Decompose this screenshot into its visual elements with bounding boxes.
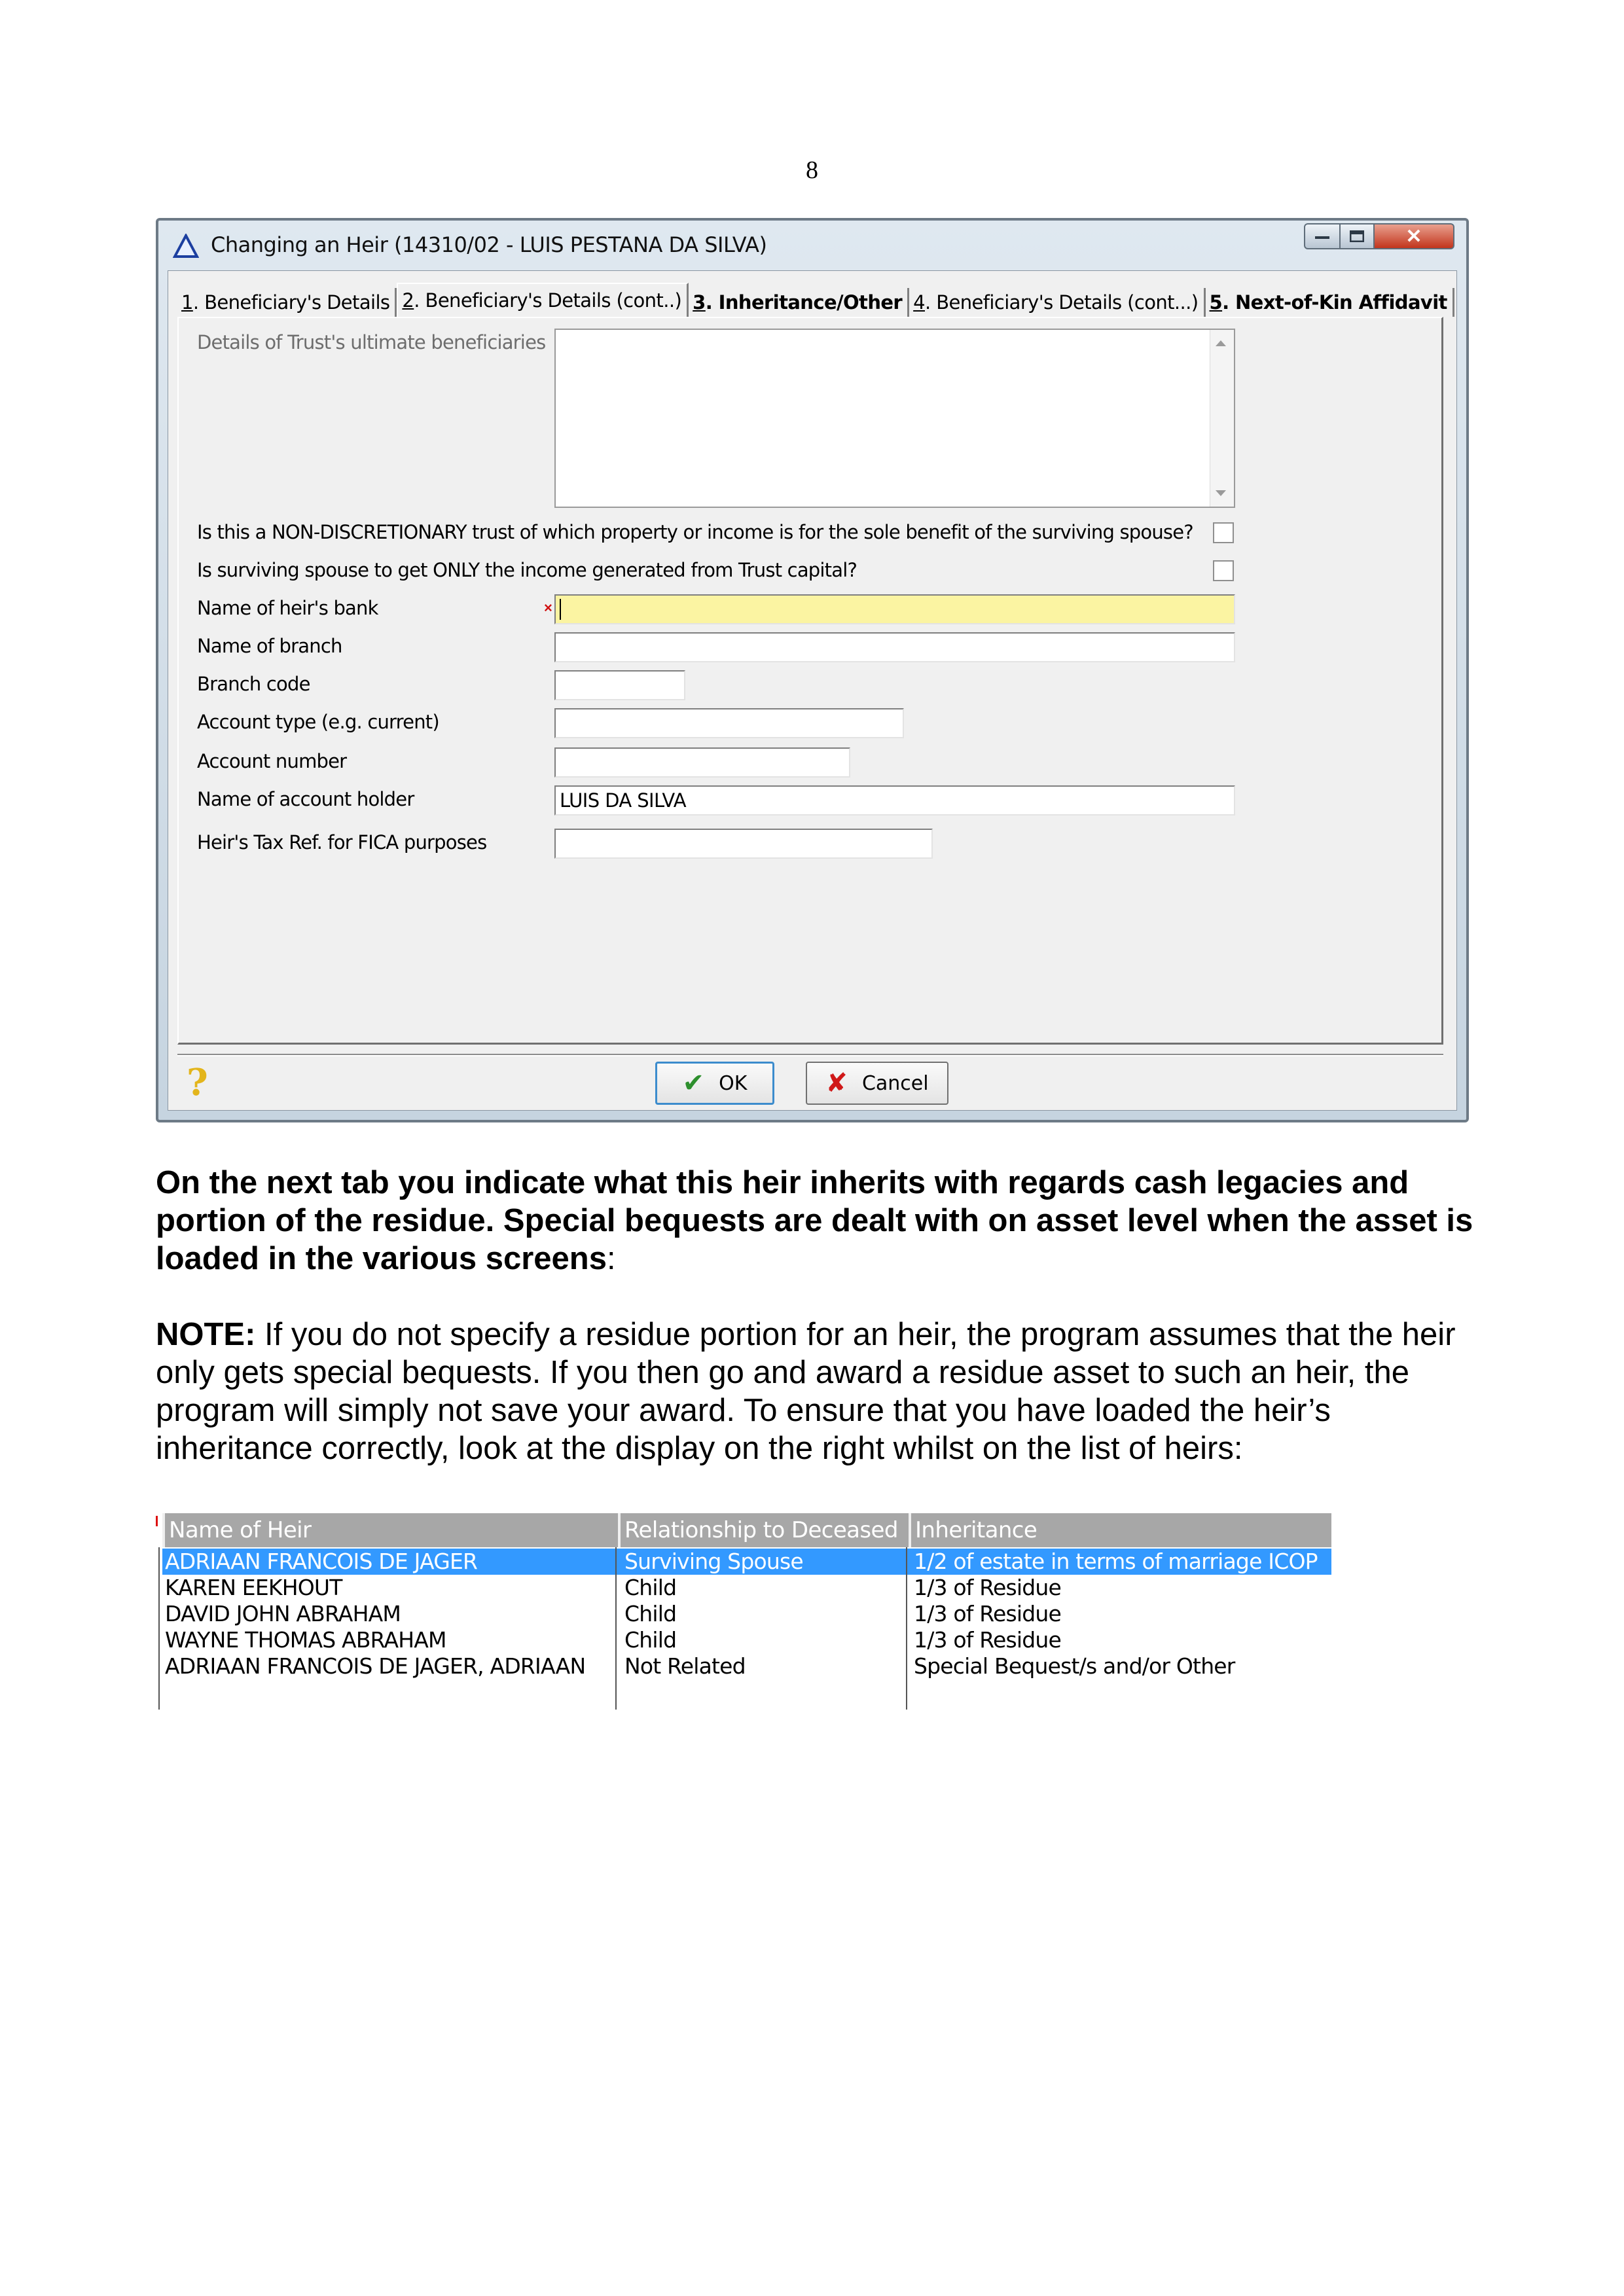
close-icon[interactable]: ✕ [1375, 223, 1454, 249]
heir-relationship: Child [624, 1627, 677, 1653]
tab-2-number: 2 [402, 289, 414, 312]
income-only-question: Is surviving spouse to get ONLY the income generated from Trust capital? [197, 559, 857, 581]
tab-strip [177, 283, 1454, 317]
heir-row[interactable] [162, 1653, 1331, 1679]
branch-code-label: Branch code [197, 673, 310, 695]
tab-2-label: . Beneficiary's Details (cont..) [414, 289, 682, 312]
ok-label: OK [719, 1071, 748, 1095]
required-marker-icon: × [544, 600, 552, 616]
heir-row[interactable] [162, 1627, 1331, 1653]
income-only-checkbox[interactable] [1213, 560, 1234, 581]
help-icon[interactable]: ? [187, 1061, 208, 1104]
cross-icon: ✘ [825, 1068, 848, 1098]
heir-name: WAYNE THOMAS ABRAHAM [165, 1627, 446, 1653]
account-number-input[interactable] [554, 747, 850, 778]
tab-4-number: 4 [913, 291, 925, 314]
maximize-icon[interactable] [1341, 223, 1375, 249]
dialog-client-area [168, 270, 1457, 1111]
account-type-label: Account type (e.g. current) [197, 711, 439, 733]
tab-beneficiary-details-cont-2[interactable] [909, 288, 1205, 317]
tax-ref-label: Heir's Tax Ref. for FICA purposes [197, 831, 487, 853]
note-label: NOTE: [156, 1317, 256, 1352]
note-paragraph [156, 1316, 1478, 1467]
heir-relationship: Child [624, 1601, 677, 1626]
branch-input[interactable] [554, 632, 1235, 662]
column-header-inheritance[interactable]: Inheritance [909, 1513, 1331, 1547]
account-type-input[interactable] [554, 708, 904, 738]
branch-label: Name of branch [197, 635, 342, 657]
heir-name: ADRIAAN FRANCOIS DE JAGER, ADRIAAN [165, 1653, 586, 1679]
account-holder-input[interactable] [554, 785, 1235, 816]
heir-name: DAVID JOHN ABRAHAM [165, 1601, 401, 1626]
heir-name: KAREN EEKHOUT [165, 1575, 342, 1600]
warning-triangle-icon [173, 234, 199, 259]
intro-tail: : [606, 1241, 616, 1276]
account-holder-value: LUIS DA SILVA [560, 789, 686, 812]
trust-beneficiaries-memo[interactable] [554, 329, 1235, 508]
tab-1-label: . Beneficiary's Details [192, 291, 390, 314]
heir-list-header [162, 1513, 1331, 1547]
scroll-down-icon[interactable] [1216, 490, 1226, 496]
trust-beneficiaries-label: Details of Trust's ultimate beneficiaries [197, 331, 546, 353]
tab-pane [177, 317, 1443, 1045]
tab-3-number: 3 [693, 291, 706, 314]
heir-inheritance: 1/2 of estate in terms of marriage ICOP [914, 1549, 1318, 1574]
scroll-up-icon[interactable] [1216, 340, 1226, 346]
tab-1-number: 1 [181, 291, 193, 314]
tab-5-label: . Next-of-Kin Affidavit [1222, 291, 1447, 314]
column-header-name[interactable]: Name of Heir [162, 1513, 618, 1547]
bank-input[interactable] [554, 594, 1235, 624]
heir-inheritance: 1/3 of Residue [914, 1627, 1061, 1653]
heir-list [156, 1513, 1331, 1710]
button-separator [177, 1054, 1443, 1056]
branch-code-input[interactable] [554, 670, 685, 700]
heir-inheritance: Special Bequest/s and/or Other [914, 1653, 1235, 1679]
note-body: If you do not specify a residue portion for an heir, the program assumes that the heir only gets special bequests. If you then go and award a residue asset to such an heir, the program will simply not save your award. To ensure that you have loaded the heir’s inheritance correctly, look at the display on the right whilst on the list of heirs: [156, 1317, 1456, 1466]
tab-inheritance-other[interactable] [689, 288, 909, 317]
tax-ref-input[interactable] [554, 829, 933, 859]
heir-row[interactable] [162, 1575, 1331, 1601]
memo-scrollbar[interactable] [1210, 330, 1234, 507]
tab-3-label: . Inheritance/Other [705, 291, 903, 314]
text-caret [560, 599, 561, 620]
bank-label: Name of heir's bank [197, 597, 378, 619]
ok-button[interactable] [655, 1062, 774, 1105]
intro-bold-text: On the next tab you indicate what this heir inherits with regards cash legacies and portion of the residue. Special bequests are dealt with on asset level when the asset is loaded in the various screens [156, 1165, 1473, 1276]
tab-5-number: 5 [1209, 291, 1223, 314]
heir-name: ADRIAAN FRANCOIS DE JAGER [165, 1549, 478, 1574]
non-discretionary-question: Is this a NON-DISCRETIONARY trust of which property or income is for the sole benefit of the surviving spouse? [197, 521, 1193, 543]
account-holder-label: Name of account holder [197, 788, 414, 810]
column-header-relationship[interactable]: Relationship to Deceased [618, 1513, 909, 1547]
non-discretionary-checkbox[interactable] [1213, 522, 1234, 543]
heir-inheritance: 1/3 of Residue [914, 1601, 1061, 1626]
heir-row[interactable] [162, 1549, 1331, 1575]
minimize-icon[interactable] [1304, 223, 1341, 249]
heir-row[interactable] [162, 1601, 1331, 1627]
heir-relationship: Not Related [624, 1653, 746, 1679]
tab-next-of-kin-affidavit[interactable] [1206, 288, 1454, 317]
cancel-button[interactable] [806, 1062, 948, 1105]
tab-beneficiary-details-cont[interactable] [397, 283, 689, 317]
change-heir-dialog [156, 218, 1469, 1122]
window-title: Changing an Heir (14310/02 - LUIS PESTANA DA SILVA) [211, 232, 767, 257]
page-number: 8 [806, 156, 818, 184]
intro-paragraph [156, 1164, 1478, 1278]
tab-beneficiary-details[interactable] [177, 288, 397, 317]
column-divider [158, 1547, 160, 1710]
heir-relationship: Surviving Spouse [624, 1549, 803, 1574]
tab-4-label: . Beneficiary's Details (cont...) [925, 291, 1199, 314]
heir-relationship: Child [624, 1575, 677, 1600]
account-number-label: Account number [197, 750, 347, 772]
window-controls [1304, 223, 1454, 249]
heir-inheritance: 1/3 of Residue [914, 1575, 1061, 1600]
column-divider [906, 1547, 907, 1710]
checkmark-icon: ✔ [682, 1068, 705, 1098]
list-marker [156, 1516, 158, 1526]
column-divider [615, 1547, 617, 1710]
title-bar[interactable] [158, 221, 1466, 268]
cancel-label: Cancel [861, 1071, 929, 1095]
